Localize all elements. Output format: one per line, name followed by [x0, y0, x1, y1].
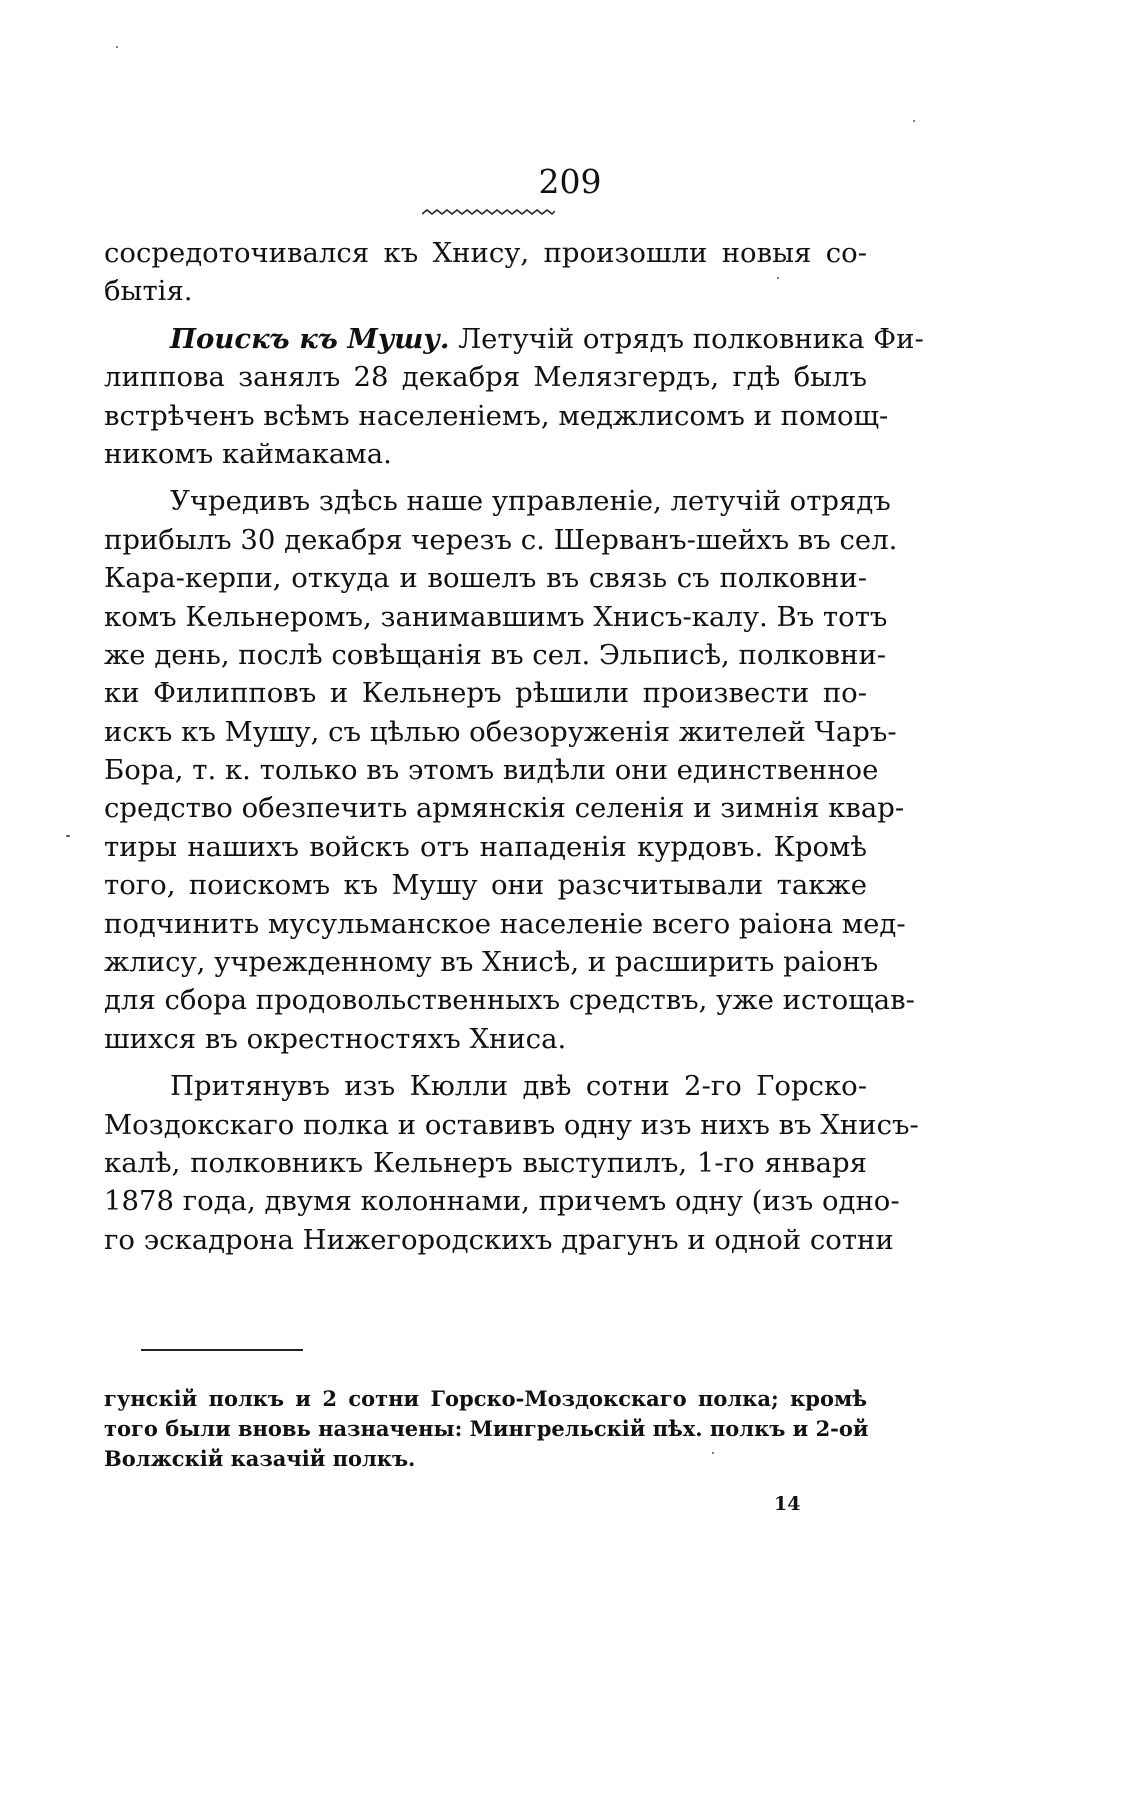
text-line: никомъ каймакама.: [104, 437, 392, 470]
text-line: же день, послѣ совѣщанія въ сел. Эльписѣ, полковни-: [104, 638, 887, 671]
section-heading: Поискъ къ Мушу.: [170, 322, 450, 355]
text-line: бытія.: [104, 275, 193, 308]
text-line: Моздокскаго полка и оставивъ одну изъ нихъ въ Хнисъ-: [104, 1108, 919, 1141]
text-line: сосредоточивался къ Хнису, произошли новыя со-: [104, 237, 867, 269]
page-number: 209: [538, 162, 602, 201]
text-line: подчинить мусульманское населеніе всего раіона мед-: [104, 907, 906, 940]
text-line: Кара-керпи, откуда и вошелъ въ связь съ полковни-: [104, 562, 867, 595]
footnote-line: гунскій полкъ и 2 сотни Горско-Моздокскаго полка; кромѣ: [104, 1386, 867, 1411]
text-line: встрѣченъ всѣмъ населеніемъ, меджлисомъ и помощ-: [104, 399, 889, 432]
text-line: тиры нашихъ войскъ отъ нападенія курдовъ. Кромѣ: [104, 830, 867, 863]
text-line: комъ Кельнеромъ, занимавшимъ Хнисъ-калу. Въ тотъ: [104, 600, 888, 633]
text-line: Притянувъ изъ Кюлли двѣ сотни 2-го Горско-: [170, 1070, 867, 1103]
footnote-line: того были вновь назначены: Мингрельскій пѣх. полкъ и 2-ой: [104, 1416, 869, 1441]
text-line: шихся въ окрестностяхъ Хниса.: [104, 1022, 567, 1055]
scan-speck: [66, 835, 70, 837]
scan-speck: [712, 1452, 714, 1454]
page-number-ornament: [422, 207, 555, 217]
text-line: [104, 320, 924, 358]
footnote-divider: [141, 1349, 303, 1351]
text-line: липпова занялъ 28 декабря Мелязгердъ, гдѣ былъ: [104, 361, 867, 394]
text-line: жлису, учрежденному въ Хнисѣ, и расширить раіонъ: [104, 946, 879, 979]
scan-speck: [777, 277, 779, 279]
main-text: [104, 234, 924, 1259]
text-line: 1878 года, двумя колоннами, причемъ одну (изъ одно-: [104, 1185, 900, 1218]
text-line: для сбора продовольственныхъ средствъ, уже истощав-: [104, 984, 915, 1017]
scan-speck: [913, 120, 915, 122]
text-fragment: Летучій отрядъ полковника Фи-: [458, 322, 924, 355]
text-line: калѣ, полковникъ Кельнеръ выступилъ, 1-го января: [104, 1146, 867, 1179]
text-line: прибылъ 30 декабря черезъ с. Шерванъ-шейхъ въ сел.: [104, 523, 898, 556]
text-line: искъ къ Мушу, съ цѣлью обезоруженія жителей Чаръ-: [104, 715, 897, 748]
text-line: Учредивъ здѣсь наше управленіе, летучій отрядъ: [170, 485, 891, 518]
footnote-line: Волжскій казачій полкъ.: [104, 1446, 416, 1471]
text-line: ки Филипповъ и Кельнеръ рѣшили произвести по-: [104, 677, 867, 710]
scan-speck: [116, 46, 118, 48]
text-line: средство обезпечить армянскія селенія и зимнія квар-: [104, 792, 905, 825]
signature-mark: 14: [774, 1493, 801, 1515]
text-line: Бора, т. к. только въ этомъ видѣли они единственное: [104, 754, 879, 787]
text-line: того, поискомъ къ Мушу они разсчитывали также: [104, 869, 867, 902]
footnote: [104, 1384, 867, 1474]
text-line: го эскадрона Нижегородскихъ драгунъ и одной сотни: [104, 1223, 894, 1256]
